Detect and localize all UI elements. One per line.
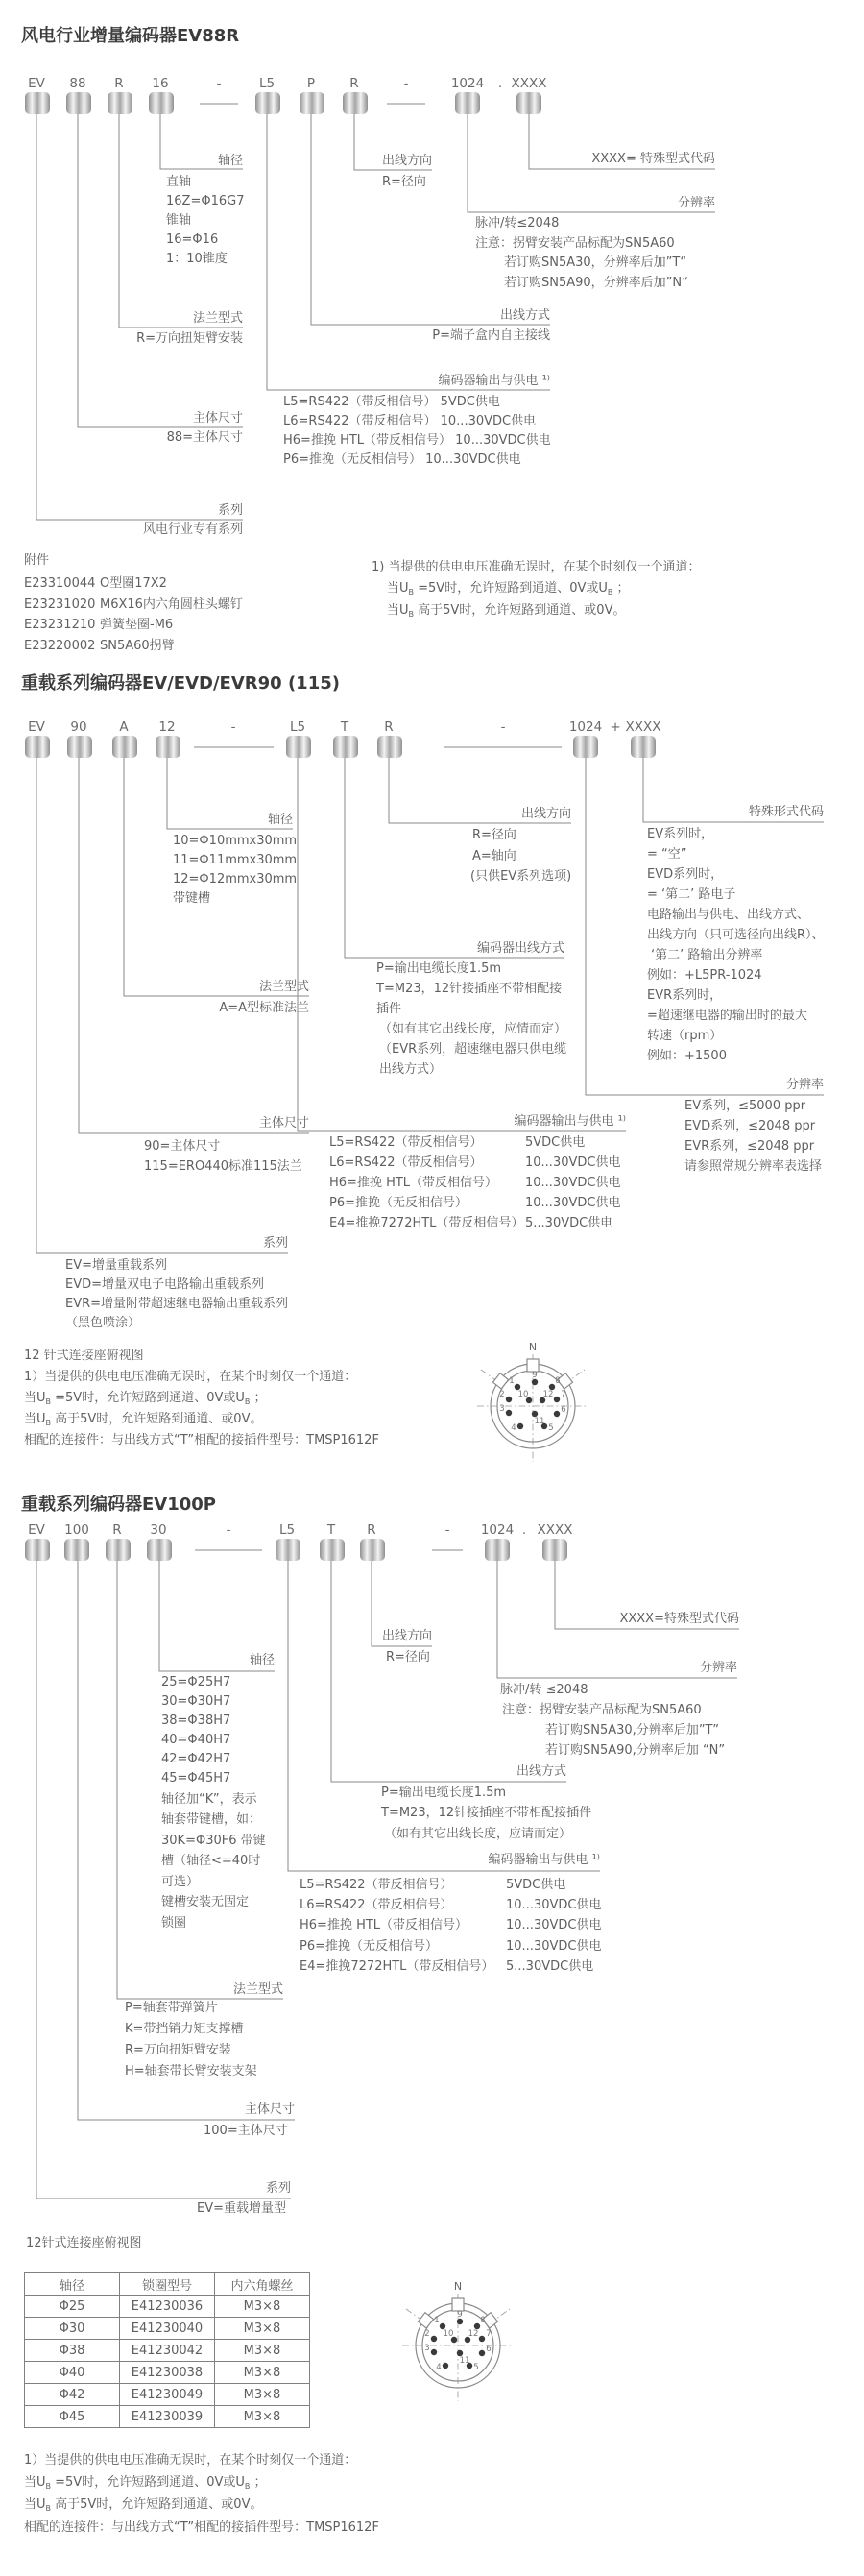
accessory-code: E23310044 [24, 576, 96, 591]
mating-connector-note: 相配的连接件：与出线方式“T”相配的接插件型号：TMSP1612F [24, 1433, 379, 1447]
connector-12pin-diagram [451, 1324, 614, 1488]
value-line: EVR系列，≤2048 ppr [684, 1139, 815, 1154]
mating-connector-note: 相配的连接件：与出线方式“T”相配的接插件型号：TMSP1612F [24, 2520, 379, 2535]
table-row: Φ42 E41230049 M3×8 [25, 2384, 310, 2406]
value-line: 键槽安装无固定 [161, 1895, 250, 1909]
supply-voltage: 5VDC供电 [525, 1135, 586, 1150]
code-field-outdir: R [349, 76, 359, 91]
code-box [255, 92, 280, 114]
value-line: 脉冲/转≤2048 [475, 216, 560, 231]
psu-note-line1: 1）当提供的供电电压准确无误时，在某个时刻仅一个通道： [24, 2453, 357, 2467]
value-line: 若订购SN5A30,分辨率后加”T” [545, 1723, 719, 1738]
value-line: EVD=增量双电子电路输出重载系列 [65, 1277, 265, 1292]
value-line: 例如：+1500 [647, 1049, 727, 1063]
code-field-special: XXXX [537, 1522, 573, 1538]
code-field-supply: L5 [278, 1522, 296, 1538]
value-line: EV系列时， [647, 827, 714, 841]
svg-text:12: 12 [468, 2329, 479, 2339]
svg-text:5: 5 [548, 1423, 554, 1433]
value-line: L6=RS422（带反相信号） 10...30VDC供电 [283, 414, 537, 428]
code-field-resolution: 1024 [450, 76, 485, 91]
value-line: 若订购SN5A90，分辨率后加”N“ [504, 276, 688, 290]
code-box [25, 1539, 50, 1561]
value-line: EVR系列时， [647, 988, 723, 1003]
value-line: 例如：+L5PR-1024 [647, 968, 762, 983]
svg-text:3: 3 [499, 1404, 505, 1414]
value-line: （如有其它出线长度，应情而定） [379, 1022, 567, 1036]
table-row: Φ25 E41230036 M3×8 [25, 2296, 310, 2318]
category-series: 系列 [262, 1236, 288, 1251]
code-field-body: 90 [70, 719, 87, 735]
value-line: P=输出电缆长度1.5m [381, 1786, 507, 1800]
category-outdir: 出线方向 [381, 154, 432, 168]
code-box [286, 736, 311, 758]
code-field-resolution: 1024 [480, 1522, 515, 1538]
category-resolution: 分辨率 [677, 196, 715, 210]
svg-text:1: 1 [434, 2316, 440, 2325]
value-line: L5=RS422（带反相信号） 5VDC供电 [283, 395, 500, 409]
code-box [276, 1539, 300, 1561]
value-line: 锥轴 [166, 213, 192, 228]
svg-text:11: 11 [459, 2356, 470, 2366]
code-separator: - [500, 719, 506, 735]
connector-view-title: 12 针式连接座俯视图 [24, 1349, 144, 1363]
table-header: 锁圈型号 [120, 2273, 215, 2296]
value-line: EVD系列时， [647, 867, 724, 882]
value-line: P=轴套带弹簧片 [125, 2001, 218, 2015]
table-row: Φ30 E41230040 M3×8 [25, 2318, 310, 2340]
supply-voltage: 10...30VDC供电 [506, 1918, 602, 1932]
code-separator: - [216, 76, 222, 91]
value-line: R=万向扭矩臂安装 [125, 2043, 231, 2057]
value-line: 槽（轴径<=40时 [161, 1854, 261, 1868]
accessory-code: E23231210 [24, 618, 96, 632]
code-field-special: XXXX [511, 76, 547, 91]
code-field-outmode: T [340, 719, 349, 735]
code-box [485, 1539, 510, 1561]
value-line: 115=ERO440标准115法兰 [144, 1159, 302, 1174]
code-box [333, 736, 358, 758]
value-line: 直轴 [166, 175, 192, 189]
psu-note-line2: 当$U_B =5V$时，允许短路到通道、0V或$U_B$ ； [24, 1391, 267, 1406]
category-special-code: XXXX= 特殊型式代码 [591, 152, 715, 166]
value-line: （黑色喷涂） [65, 1316, 141, 1330]
value-line: = ‘第二’ 路电子 [647, 887, 736, 902]
value-line: 电路输出与供电、出线方式、 [647, 908, 810, 922]
value-line: H6=推挽 HTL（带反相信号） 10...30VDC供电 [283, 433, 551, 448]
value-line: A=A型标准法兰 [219, 1001, 309, 1015]
code-box [106, 1539, 131, 1561]
value-line: 若订购SN5A30，分辨率后加”T“ [504, 255, 687, 270]
code-box [360, 1539, 385, 1561]
svg-text:3: 3 [424, 2344, 430, 2353]
code-field-outdir: R [384, 719, 394, 735]
code-box [455, 92, 480, 114]
value-line: 脉冲/转 ≤2048 [500, 1683, 588, 1697]
value-line: 16Z=Φ16G7 [166, 194, 245, 208]
code-box [67, 736, 92, 758]
category-supply: 编码器输出与供电 ¹⁾ [488, 1853, 600, 1867]
accessory-name: O型圈17X2 [100, 576, 167, 591]
table-row: Φ40 E41230038 M3×8 [25, 2362, 310, 2384]
code-separator-dot: . [497, 76, 503, 91]
value-line: T=M23，12针接插座不带相配接插件 [381, 1806, 592, 1820]
svg-text:10: 10 [443, 2329, 454, 2339]
code-box [149, 92, 174, 114]
value-line: 12=Φ12mmx30mm [173, 872, 298, 887]
category-shaft: 轴径 [217, 154, 243, 168]
code-field-series: EV [28, 1522, 45, 1538]
value-line: 插件 [376, 1002, 402, 1016]
category-series: 系列 [217, 503, 243, 518]
value-line: 30=Φ30H7 [161, 1694, 231, 1709]
accessories-title: 附件 [24, 553, 50, 568]
code-field-supply: L5 [258, 76, 276, 91]
code-box [64, 1539, 89, 1561]
table-row: Φ38 E41230042 M3×8 [25, 2340, 310, 2362]
value-line: 90=主体尺寸 [144, 1139, 221, 1154]
psu-note-line2: 当$U_B =5V$时，允许短路到通道、0V或$U_B$ ； [24, 2475, 267, 2491]
supply-voltage: 10...30VDC供电 [506, 1898, 602, 1912]
value-line: = “空” [647, 847, 687, 862]
table-header: 内六角螺丝 [215, 2273, 310, 2296]
svg-text:5: 5 [473, 2363, 479, 2372]
value-line: H=轴套带长臂安装支架 [125, 2064, 257, 2078]
code-field-outmode: T [326, 1522, 336, 1538]
code-field-flange: R [112, 1522, 122, 1538]
code-box [147, 1539, 172, 1561]
supply-voltage: 10...30VDC供电 [525, 1176, 621, 1190]
supply-signal: L5=RS422（带反相信号） [300, 1878, 453, 1892]
value-line: 请参照常规分辨率表选择 [684, 1159, 823, 1174]
table-header: 轴径 [25, 2273, 120, 2296]
category-shaft: 轴径 [249, 1653, 275, 1667]
code-separator: - [444, 1522, 450, 1538]
psu-note-line3: 当$U_B$ 高于5V时，允许短路到通道、或0V。 [24, 1412, 263, 1427]
value-line: P=输出电缆长度1.5m [376, 961, 502, 976]
value-line: 1：10锥度 [166, 252, 228, 266]
supply-signal: H6=推挽 HTL（带反相信号） [329, 1176, 498, 1190]
svg-text:7: 7 [561, 1390, 566, 1399]
category-supply: 编码器输出与供电 ¹⁾ [514, 1114, 626, 1129]
value-line: 10=Φ10mmx30mm [173, 834, 298, 848]
connector-n-label: N [528, 1341, 538, 1353]
accessory-code: E23220002 [24, 639, 96, 653]
code-box [300, 92, 324, 114]
category-special-code: XXXX=特殊型式代码 [619, 1612, 739, 1626]
connector-12pin-diagram [376, 2264, 540, 2427]
value-line: R=万向扭矩臂安装 [136, 331, 243, 346]
value-line: 注意：拐臂安装产品标配为SN5A60 [502, 1703, 702, 1717]
code-field-shaft: 30 [150, 1522, 167, 1538]
accessory-name: 弹簧垫圈-M6 [100, 618, 174, 632]
category-flange: 法兰型式 [232, 1982, 283, 1997]
code-box [516, 92, 541, 114]
value-line: 11=Φ11mmx30mm [173, 853, 298, 867]
code-field-supply: L5 [289, 719, 306, 735]
value-line: 88=主体尺寸 [166, 430, 243, 445]
svg-text:2: 2 [499, 1390, 505, 1399]
category-shaft: 轴径 [267, 813, 293, 827]
svg-text:6: 6 [561, 1405, 566, 1415]
value-line: 30K=Φ30F6 带键 [161, 1834, 266, 1848]
psu-note-line3: 当$U_B$ 高于5V时，允许短路到通道、或0V。 [387, 603, 626, 619]
svg-text:4: 4 [511, 1423, 516, 1433]
code-box [112, 736, 137, 758]
value-line: R=径向 [472, 828, 516, 842]
value-line: 锁圈 [161, 1916, 187, 1931]
category-resolution: 分辨率 [785, 1078, 824, 1092]
svg-text:9: 9 [457, 2310, 463, 2320]
psu-note-line1: 1) 当提供的供电电压准确无误时，在某个时刻仅一个通道： [372, 560, 701, 574]
code-box [66, 92, 91, 114]
supply-signal: P6=推挽（无反相信号） [329, 1196, 468, 1210]
code-separator-dot: . [521, 1522, 527, 1538]
value-line: 38=Φ38H7 [161, 1713, 231, 1728]
value-line: 出线方式） [379, 1062, 443, 1077]
category-body-size: 主体尺寸 [244, 2102, 295, 2117]
supply-voltage: 10...30VDC供电 [506, 1939, 602, 1954]
value-line: 出线方向（只可选径向出线R）、 [647, 928, 825, 942]
svg-text:6: 6 [486, 2345, 492, 2354]
supply-signal: L6=RS422（带反相信号） [300, 1898, 453, 1912]
value-line: 轴径加“K”，表示 [161, 1792, 257, 1807]
code-box [573, 736, 598, 758]
code-field-outdir: R [367, 1522, 376, 1538]
value-line: 带键槽 [173, 891, 211, 906]
code-field-series: EV [28, 76, 45, 91]
category-body-size: 主体尺寸 [192, 411, 243, 425]
svg-text:12: 12 [542, 1390, 554, 1399]
code-field-shaft: 12 [158, 719, 176, 735]
value-line: P=端子盒内自主接线 [432, 328, 550, 343]
supply-voltage: 10...30VDC供电 [525, 1155, 621, 1170]
value-line: 45=Φ45H7 [161, 1771, 231, 1786]
value-line: 可选） [161, 1875, 200, 1889]
value-line: 转速（rpm） [647, 1029, 723, 1043]
value-line: 若订购SN5A90,分辨率后加 “N” [545, 1743, 726, 1758]
code-separator: - [230, 719, 236, 735]
category-encoder-outmode: 编码器出线方式 [476, 941, 564, 956]
value-line: P6=推挽（无反相信号） 10...30VDC供电 [283, 452, 521, 467]
value-line: （如有其它出线长度，应请而定） [384, 1827, 572, 1841]
supply-signal: L5=RS422（带反相信号） [329, 1135, 483, 1150]
category-outmode: 出线方式 [516, 1764, 566, 1779]
category-series: 系列 [265, 2181, 291, 2196]
category-flange: 法兰型式 [258, 980, 309, 994]
value-line: (只供EV系列选项) [470, 869, 572, 884]
section2-title: 重载系列编码器EV/EVD/EVR90 (115) [21, 673, 340, 693]
value-line: EV系列，≤5000 ppr [684, 1099, 806, 1113]
category-body-size: 主体尺寸 [258, 1116, 309, 1130]
value-line: =超速继电器的输出时的最大 [647, 1009, 807, 1023]
supply-signal: H6=推挽 HTL（带反相信号） [300, 1918, 468, 1932]
code-field-flange: R [114, 76, 124, 91]
value-line: EVD系列，≤2048 ppr [684, 1119, 816, 1133]
value-line: 42=Φ42H7 [161, 1752, 231, 1766]
svg-text:1: 1 [509, 1376, 515, 1386]
supply-voltage: 10...30VDC供电 [525, 1196, 621, 1210]
value-line: EV=增量重载系列 [65, 1258, 167, 1273]
category-outdir: 出线方向 [520, 807, 571, 821]
code-field-body: 88 [69, 76, 86, 91]
value-line: 100=主体尺寸 [204, 2124, 288, 2138]
supply-voltage: 5...30VDC供电 [506, 1959, 594, 1974]
supply-signal: E4=推挽7272HTL（带反相信号） [329, 1216, 524, 1230]
psu-note-line1: 1）当提供的供电电压准确无误时，在某个时刻仅一个通道： [24, 1370, 357, 1384]
code-box [25, 92, 50, 114]
connector-view-title: 12针式连接座俯视图 [26, 2236, 142, 2250]
code-field-body: 100 [64, 1522, 89, 1538]
supply-signal: E4=推挽7272HTL（带反相信号） [300, 1959, 494, 1974]
svg-text:4: 4 [436, 2363, 442, 2372]
category-supply: 编码器输出与供电 ¹⁾ [438, 374, 550, 388]
category-outdir: 出线方向 [381, 1629, 432, 1643]
value-line: R=径向 [382, 175, 426, 189]
psu-note-line2: 当$U_B =5V$时，允许短路到通道、0V或$U_B$ ； [387, 581, 630, 596]
value-line: 40=Φ40H7 [161, 1733, 231, 1747]
value-line: 风电行业专有系列 [142, 522, 243, 537]
code-separator-plus: + [610, 719, 621, 735]
code-box [25, 736, 50, 758]
psu-note-line3: 当$U_B$ 高于5V时，允许短路到通道、或0V。 [24, 2497, 263, 2513]
code-box [343, 92, 368, 114]
accessory-name: SN5A60拐臂 [100, 639, 175, 653]
category-outmode: 出线方式 [499, 308, 550, 323]
lock-ring-table [24, 2272, 310, 2428]
value-line: 注意：拐臂安装产品标配为SN5A60 [475, 236, 675, 251]
accessory-code: E23231020 [24, 597, 96, 612]
value-line: 16=Φ16 [166, 232, 219, 247]
code-field-resolution: 1024 [568, 719, 603, 735]
code-field-shaft: 16 [152, 76, 169, 91]
value-line: K=带挡销力矩支撑槽 [125, 2022, 244, 2036]
accessory-name: M6X16内六角圆柱头螺钉 [100, 597, 243, 612]
svg-text:2: 2 [424, 2329, 430, 2339]
code-box [156, 736, 180, 758]
code-field-flange: A [119, 719, 129, 735]
connector-n-label: N [453, 2280, 463, 2293]
category-special-code: 特殊形式代码 [748, 805, 824, 819]
svg-text:10: 10 [517, 1390, 529, 1399]
section1-title: 风电行业增量编码器EV88R [21, 26, 240, 46]
value-line: T=M23，12针接插座不带相配接 [376, 982, 563, 996]
code-field-series: EV [28, 719, 45, 735]
supply-voltage: 5...30VDC供电 [525, 1216, 613, 1230]
value-line: R=径向 [386, 1650, 430, 1665]
value-line: EVR=增量附带超速继电器输出重载系列 [65, 1297, 289, 1311]
svg-text:9: 9 [532, 1371, 538, 1380]
section3-title: 重载系列编码器EV100P [21, 1495, 216, 1515]
value-line: （EVR系列，超速继电器只供电缆 [379, 1042, 567, 1057]
code-field-special: XXXX [625, 719, 661, 735]
code-box [542, 1539, 567, 1561]
category-resolution: 分辨率 [699, 1661, 737, 1675]
value-line: EV=重载增量型 [197, 2201, 286, 2216]
code-separator: - [403, 76, 409, 91]
svg-text:8: 8 [480, 2316, 486, 2325]
category-flange: 法兰型式 [192, 311, 243, 326]
code-separator: - [226, 1522, 231, 1538]
value-line: 轴套带键槽，如： [161, 1812, 262, 1827]
svg-text:7: 7 [486, 2329, 492, 2339]
svg-text:11: 11 [534, 1417, 545, 1426]
supply-signal: P6=推挽（无反相信号） [300, 1939, 439, 1954]
code-box [377, 736, 402, 758]
code-box [631, 736, 656, 758]
supply-voltage: 5VDC供电 [506, 1878, 566, 1892]
code-box [108, 92, 132, 114]
value-line: 25=Φ25H7 [161, 1675, 231, 1689]
svg-text:8: 8 [555, 1376, 561, 1386]
value-line: ‘第二’ 路输出分辨率 [651, 948, 763, 962]
table-row: Φ45 E41230039 M3×8 [25, 2406, 310, 2428]
supply-signal: L6=RS422（带反相信号） [329, 1155, 483, 1170]
value-line: A=轴向 [472, 849, 516, 863]
code-box [320, 1539, 345, 1561]
code-field-outmode: P [306, 76, 316, 91]
